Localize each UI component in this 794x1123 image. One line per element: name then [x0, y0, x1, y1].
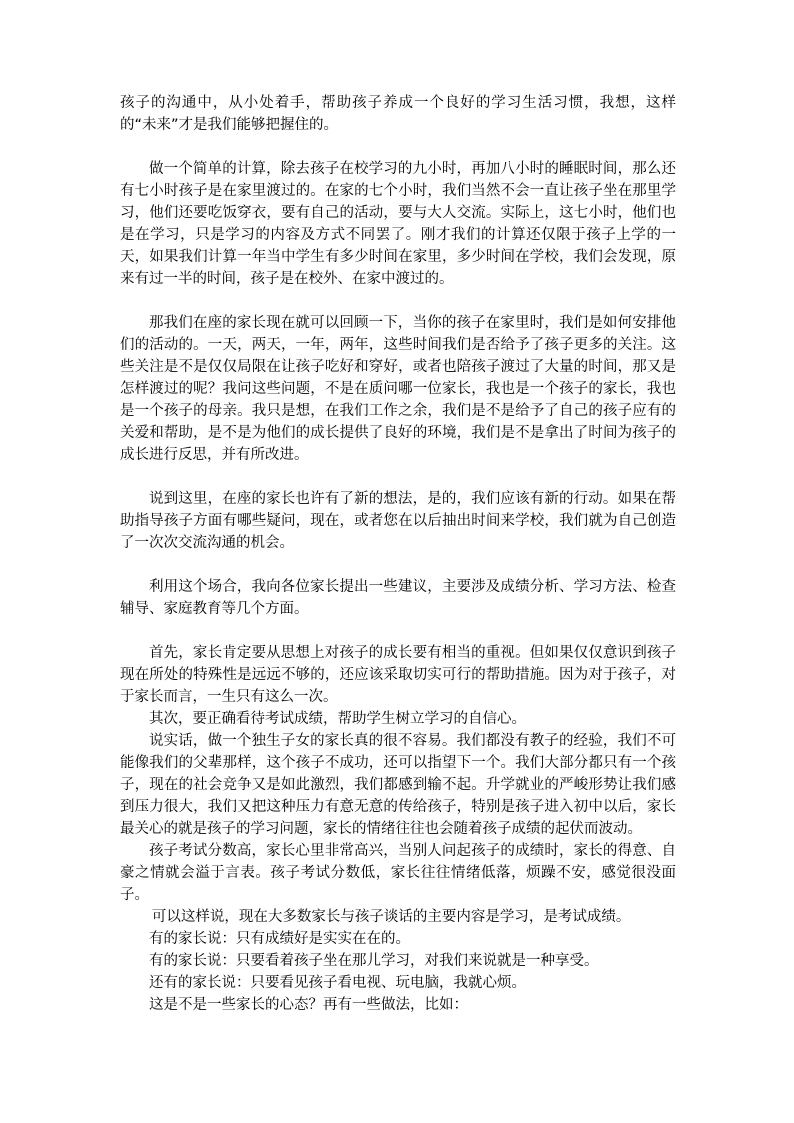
paragraph-second-point: 其次，要正确看待考试成绩，帮助学生树立学习的自信心。 — [149, 711, 526, 727]
paragraph-high-score: 孩子考试分数高，家长心里非常高兴，当别人问起孩子的成绩时，家长的得意、自豪之情就会溢于言表。孩子考试分数低，家长往往情绪低落，烦躁不安，感觉很没面子。 — [120, 843, 676, 903]
document-body — [120, 92, 676, 1016]
paragraph-review-time: 那我们在座的家长现在就可以回顾一下，当你的孩子在家里时，我们是如何安排他们的活动的。一天，两天，一年，两年，这些时间我们是否给予了孩子更多的关注。这些关注是不是仅仅局限在让孩子吃好和穿好，或者也陪孩子渡过了大量的时间，那又是怎样渡过的呢？我问这些问题，不是在质问哪一位家长，我也是一个孩子的家长，我也是一个孩子的母亲。我只是想，在我们工作之余，我们是不是给予了自己的孩子应有的关爱和帮助，是不是为他们的成长提供了良好的环境，我们是不是拿出了时间为孩子的成长进行反思，并有所改进。 — [120, 315, 676, 463]
paragraph-new-ideas: 说到这里，在座的家长也许有了新的想法，是的，我们应该有新的行动。如果在帮助指导孩子方面有哪些疑问，现在，或者您在以后抽出时间来学校，我们就为自己创造了一次次交流沟通的机会。 — [120, 491, 676, 551]
paragraph-parent-says-2: 有的家长说：只要看着孩子坐在那儿学习，对我们来说就是一种享受。 — [149, 953, 599, 969]
paragraph-parent-says-1: 有的家长说：只有成绩好是实实在在的。 — [149, 931, 410, 947]
paragraph-talk-content: 可以这样说，现在大多数家长与孩子谈话的主要内容是学习，是考试成绩。 — [151, 909, 631, 925]
paragraph-mindset-question: 这是不是一些家长的心态？再有一些做法，比如： — [149, 997, 468, 1013]
paragraph-continuation: 孩子的沟通中，从小处着手，帮助孩子养成一个良好的学习生活习惯，我想，这样的“未来”才是我们能够把握住的。 — [120, 95, 676, 133]
paragraph-suggestions: 利用这个场合，我向各位家长提出一些建议，主要涉及成绩分析、学习方法、检查辅导、家庭教育等几个方面。 — [120, 579, 676, 617]
paragraph-first-point: 首先，家长肯定要从思想上对孩子的成长要有相当的重视。但如果仅仅意识到孩子现在所处的特殊性是远远不够的，还应该采取切实可行的帮助措施。因为对于孩子，对于家长而言，一生只有这么一次。 — [120, 645, 676, 705]
paragraph-parent-says-3: 还有的家长说：只要看见孩子看电视、玩电脑，我就心烦。 — [149, 975, 526, 991]
paragraph-only-child: 说实话，做一个独生子女的家长真的很不容易。我们都没有教子的经验，我们不可能像我们的父辈那样，这个孩子不成功，还可以指望下一个。我们大部分都只有一个孩子，现在的社会竞争又是如此激烈，我们都感到输不起。升学就业的严峻形势让我们感到压力很大，我们又把这种压力有意无意的传给孩子，特别是孩子进入初中以后，家长最关心的就是孩子的学习问题，家长的情绪往往也会随着孩子成绩的起伏而波动。 — [120, 733, 676, 837]
paragraph-simple-calculation: 做一个简单的计算，除去孩子在校学习的九小时，再加八小时的睡眠时间，那么还有七小时孩子是在家里渡过的。在家的七个小时，我们当然不会一直让孩子坐在那里学习，他们还要吃饭穿衣，要有自己的活动，要与大人交流。实际上，这七小时，他们也是在学习，只是学习的内容及方式不同罢了。刚才我们的计算还仅限于孩子上学的一天，如果我们计算一年当中学生有多少时间在家里，多少时间在学校，我们会发现，原来有过一半的时间，孩子是在校外、在家中渡过的。 — [120, 161, 676, 287]
